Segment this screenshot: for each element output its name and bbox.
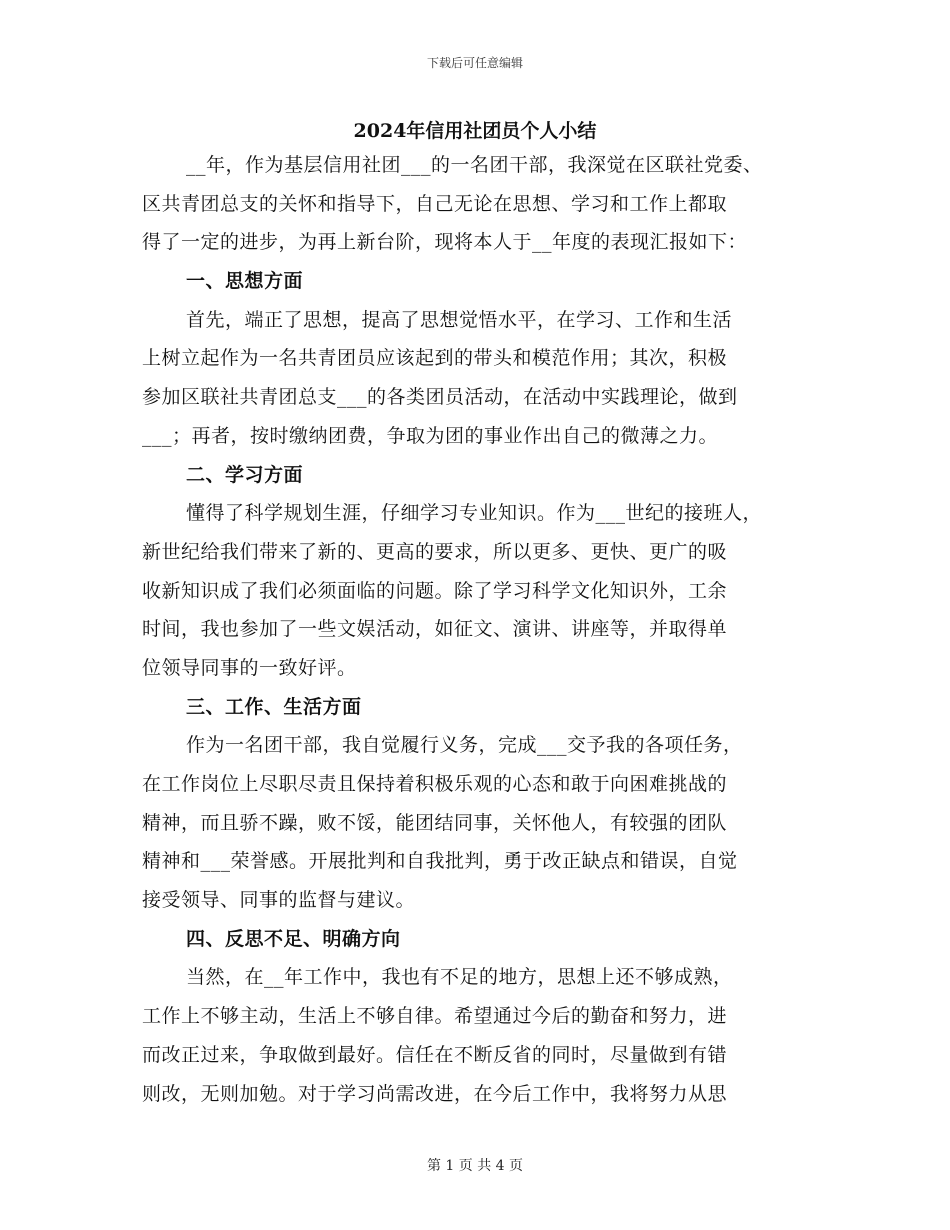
- paragraph-line: 新世纪给我们带来了新的、更高的要求，所以更多、更快、更广的吸: [142, 540, 728, 563]
- section-heading: 二、学习方面: [186, 463, 304, 486]
- section-heading: 一、思想方面: [186, 270, 304, 293]
- paragraph-line: 在工作岗位上尽职尽责且保持着积极乐观的心态和敢于向困难挑战的: [142, 773, 728, 795]
- paragraph-line: 时间，我也参加了一些文娱活动，如征文、演讲、讲座等，并取得单: [142, 618, 728, 641]
- paragraph-line: ___；再者，按时缴纳团费，争取为团的事业作出自己的微薄之力。: [142, 424, 719, 447]
- section-heading: 三、工作、生活方面: [186, 695, 362, 718]
- paragraph-line: 得了一定的进步，为再上新台阶，现将本人于__年度的表现汇报如下：: [142, 231, 748, 254]
- paragraph-line: 首先，端正了思想，提高了思想觉悟水平，在学习、工作和生活: [186, 308, 733, 331]
- paragraph-line: 精神，而且骄不躁，败不馁，能团结同事，关怀他人，有较强的团队: [142, 811, 728, 834]
- section-heading: 四、反思不足、明确方向: [186, 927, 401, 950]
- header-note: 下载后可任意编辑: [426, 56, 523, 70]
- paragraph-line: 作为一名团干部，我自觉履行义务，完成___交予我的各项任务，: [186, 734, 743, 757]
- paragraph-line: 懂得了科学规划生涯，仔细学习专业知识。作为___世纪的接班人，: [186, 502, 763, 525]
- page-footer: 第 1 页 共 4 页: [426, 1158, 524, 1174]
- paragraph-line: 精神和___荣誉感。开展批判和自我批判，勇于改正缺点和错误，自觉: [142, 850, 738, 873]
- paragraph-line: 而改正过来，争取做到最好。信任在不断反省的同时，尽量做到有错: [142, 1043, 728, 1066]
- paragraph-line: 收新知识成了我们必须面临的问题。除了学习科学文化知识外，工余: [142, 579, 728, 602]
- paragraph-line: 参加区联社共青团总支___的各类团员活动，在活动中实践理论，做到: [142, 386, 738, 409]
- paragraph-line: 上树立起作为一名共青团员应该起到的带头和模范作用；其次，积极: [142, 347, 728, 370]
- document-title: 2024年信用社团员个人小结: [353, 120, 597, 142]
- paragraph-line: 工作上不够主动，生活上不够自律。希望通过今后的勤奋和努力，进: [142, 1005, 728, 1028]
- document-body: [142, 146, 832, 1113]
- paragraph-line: 区共青团总支的关怀和指导下，自己无论在思想、学习和工作上都取: [142, 192, 728, 215]
- paragraph-line: 则改，无则加勉。对于学习尚需改进，在今后工作中，我将努力从思: [142, 1082, 728, 1105]
- paragraph-line: 位领导同事的一致好评。: [142, 656, 357, 679]
- paragraph-line: 接受领导、同事的监督与建议。: [142, 889, 416, 912]
- paragraph-line: 当然，在__年工作中，我也有不足的地方，思想上还不够成熟，: [186, 966, 733, 989]
- paragraph-line: __年，作为基层信用社团___的一名团干部，我深觉在区联社党委、: [186, 154, 763, 176]
